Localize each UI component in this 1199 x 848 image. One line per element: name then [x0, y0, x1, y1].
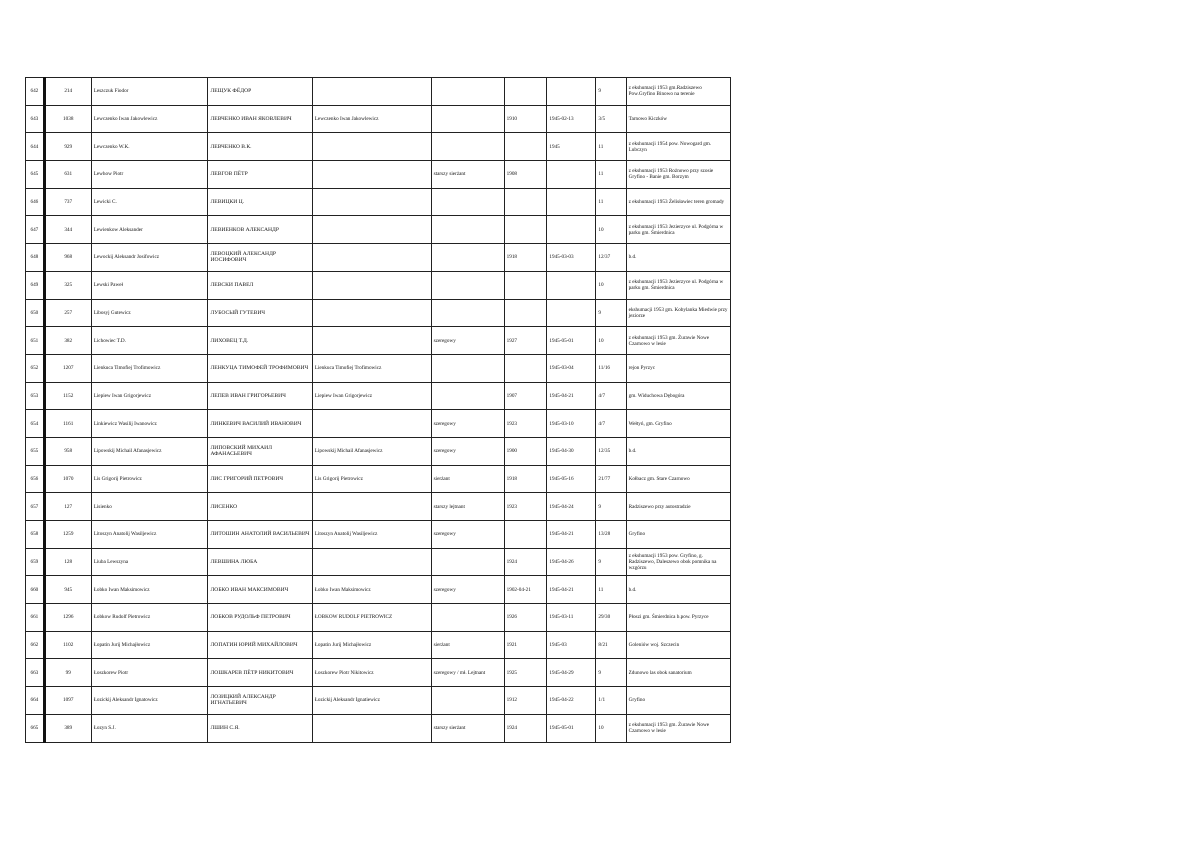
row-number-cell: 661 — [26, 604, 45, 632]
name-russian-cell: ЛЕВЧЕНКО В.К. — [208, 133, 312, 161]
burial-place-cell: z ekshumacji 1953 gm. Żurawie Nowe Czarnowo w lesie — [626, 714, 730, 742]
birth-year-cell — [504, 188, 547, 216]
name-polish-cell: Libosyj Gutewicz — [91, 299, 208, 327]
death-date-cell: 1945-04-29 — [547, 659, 596, 687]
birth-year-cell: 1900 — [504, 437, 547, 465]
name-russian-cell: ЛИПОВСКИЙ МИХАИЛ АФАНАСЬЕВИЧ — [208, 437, 312, 465]
record-id-cell: 929 — [44, 133, 91, 161]
birth-year-cell: 1908 — [504, 161, 547, 189]
table-row — [26, 548, 731, 576]
death-date-cell — [547, 78, 596, 106]
death-date-cell: 1945-05-01 — [547, 327, 596, 355]
name-alternate-cell — [312, 133, 431, 161]
table-row — [26, 327, 731, 355]
name-polish-cell: Lewicki C. — [91, 188, 208, 216]
name-alternate-cell — [312, 548, 431, 576]
row-number-cell: 652 — [26, 354, 45, 382]
birth-year-cell — [504, 354, 547, 382]
rank-cell — [431, 354, 504, 382]
death-date-cell: 1945-03 — [547, 631, 596, 659]
grave-quarter-cell: 3/5 — [596, 105, 626, 133]
row-number-cell: 653 — [26, 382, 45, 410]
name-russian-cell: ЛЕВОЦКИЙ АЛЕКСАНДР ИОСИФОВИЧ — [208, 244, 312, 272]
name-polish-cell: Lisienko — [91, 493, 208, 521]
grave-quarter-cell: 10 — [596, 216, 626, 244]
rank-cell — [431, 216, 504, 244]
record-id-cell: 1097 — [44, 687, 91, 715]
name-russian-cell: ЛУБОСЫЙ ГУТЕВИЧ — [208, 299, 312, 327]
record-id-cell: 127 — [44, 493, 91, 521]
record-id-cell: 968 — [44, 244, 91, 272]
rank-cell — [431, 271, 504, 299]
name-polish-cell: Lichowiec T.D. — [91, 327, 208, 355]
rank-cell: starszy lejtnant — [431, 493, 504, 521]
table-row — [26, 687, 731, 715]
name-polish-cell: Lewski Paweł — [91, 271, 208, 299]
row-number-cell: 643 — [26, 105, 45, 133]
row-number-cell: 650 — [26, 299, 45, 327]
rank-cell: szeregowy — [431, 437, 504, 465]
record-id-cell: 1152 — [44, 382, 91, 410]
grave-registry-sheet — [25, 77, 731, 743]
death-date-cell — [547, 161, 596, 189]
table-row — [26, 465, 731, 493]
record-id-cell: 128 — [44, 548, 91, 576]
burial-place-cell: Goleniów woj. Szczecin — [626, 631, 730, 659]
name-russian-cell: ЛИС ГРИГОРИЙ ПЕТРОВИЧ — [208, 465, 312, 493]
name-russian-cell: ЛШИН С.Я. — [208, 714, 312, 742]
name-polish-cell: Łopatin Jurij Michajłowicz — [91, 631, 208, 659]
grave-quarter-cell: 9 — [596, 493, 626, 521]
burial-place-cell: Tarnowo Kiczków — [626, 105, 730, 133]
birth-year-cell: 1918 — [504, 244, 547, 272]
grave-quarter-cell: 9 — [596, 299, 626, 327]
name-russian-cell: ЛИТОШИН АНАТОЛИЙ ВАСИЛЬЕВИЧ — [208, 521, 312, 549]
name-polish-cell: Łoszkorew Piotr — [91, 659, 208, 687]
name-russian-cell: ЛЕВИЕНКОВ АЛЕКСАНДР — [208, 216, 312, 244]
table-row — [26, 105, 731, 133]
name-alternate-cell: ŁOBKOW RUDOLF PIETROWICZ — [312, 604, 431, 632]
name-polish-cell: Lienkuca Timofiej Trofimowicz — [91, 354, 208, 382]
burial-place-cell: rejon Pyrzyc — [626, 354, 730, 382]
death-date-cell: 1945-03-11 — [547, 604, 596, 632]
name-polish-cell: Łobkow Rudolf Pietrowicz — [91, 604, 208, 632]
table-row — [26, 133, 731, 161]
record-id-cell: 257 — [44, 299, 91, 327]
table-row — [26, 354, 731, 382]
grave-quarter-cell: 11 — [596, 576, 626, 604]
name-alternate-cell — [312, 493, 431, 521]
name-polish-cell: Liuba Lewszyna — [91, 548, 208, 576]
table-row — [26, 161, 731, 189]
grave-quarter-cell: 9 — [596, 659, 626, 687]
name-alternate-cell — [312, 327, 431, 355]
death-date-cell: 1945-03-04 — [547, 354, 596, 382]
grave-quarter-cell: 9 — [596, 548, 626, 576]
birth-year-cell: 1912 — [504, 687, 547, 715]
record-id-cell: 1038 — [44, 105, 91, 133]
rank-cell — [431, 78, 504, 106]
table-row — [26, 714, 731, 742]
grave-quarter-cell: 9 — [596, 78, 626, 106]
rank-cell — [431, 299, 504, 327]
burial-place-cell: Kołbacz gm. Stare Czarnowo — [626, 465, 730, 493]
record-id-cell: 1070 — [44, 465, 91, 493]
grave-quarter-cell: 4/7 — [596, 410, 626, 438]
grave-quarter-cell: 11 — [596, 161, 626, 189]
row-number-cell: 646 — [26, 188, 45, 216]
row-number-cell: 642 — [26, 78, 45, 106]
death-date-cell: 1945-04-22 — [547, 687, 596, 715]
death-date-cell: 1945-05-16 — [547, 465, 596, 493]
name-russian-cell: ЛЕВСКИ ПАВЕЛ — [208, 271, 312, 299]
row-number-cell: 645 — [26, 161, 45, 189]
rank-cell — [431, 382, 504, 410]
table-row — [26, 271, 731, 299]
name-polish-cell: Linkiewicz Wasilij Iwanowicz — [91, 410, 208, 438]
rank-cell: sierżant — [431, 465, 504, 493]
name-alternate-cell: Łobko Iwan Maksimowicz — [312, 576, 431, 604]
death-date-cell: 1945-02-13 — [547, 105, 596, 133]
table-row — [26, 244, 731, 272]
birth-year-cell — [504, 521, 547, 549]
name-alternate-cell: Lis Grigorij Pietrowicz — [312, 465, 431, 493]
burial-place-cell: Zdunowo las obok sanatorium — [626, 659, 730, 687]
record-id-cell: 344 — [44, 216, 91, 244]
burial-place-cell: b.d. — [626, 244, 730, 272]
rank-cell — [431, 548, 504, 576]
table-row — [26, 299, 731, 327]
name-alternate-cell — [312, 271, 431, 299]
row-number-cell: 647 — [26, 216, 45, 244]
grave-quarter-cell: 21/77 — [596, 465, 626, 493]
row-number-cell: 656 — [26, 465, 45, 493]
name-russian-cell: ЛИНКЕВИЧ ВАСИЛИЙ ИВАНОВИЧ — [208, 410, 312, 438]
table-row — [26, 631, 731, 659]
record-id-cell: 382 — [44, 327, 91, 355]
record-id-cell: 1102 — [44, 631, 91, 659]
birth-year-cell — [504, 133, 547, 161]
rank-cell — [431, 687, 504, 715]
name-alternate-cell — [312, 299, 431, 327]
name-alternate-cell: Lienkuca Timofiej Trofimowicz — [312, 354, 431, 382]
row-number-cell: 649 — [26, 271, 45, 299]
name-alternate-cell: Lipowskij Michail Afanasjewicz — [312, 437, 431, 465]
burial-place-cell: gm. Widuchowa Dębogóra — [626, 382, 730, 410]
name-russian-cell: ЛИСЕНКО — [208, 493, 312, 521]
record-id-cell: 1207 — [44, 354, 91, 382]
rank-cell: starszy sierżant — [431, 714, 504, 742]
death-date-cell: 1945-04-26 — [547, 548, 596, 576]
table-row — [26, 493, 731, 521]
birth-year-cell: 1926 — [504, 604, 547, 632]
table-row — [26, 437, 731, 465]
name-alternate-cell — [312, 188, 431, 216]
grave-quarter-cell: 11/16 — [596, 354, 626, 382]
name-polish-cell: Lewhow Piotr — [91, 161, 208, 189]
name-alternate-cell — [312, 216, 431, 244]
name-russian-cell: ЛЕВЧЕНКО ИВАН ЯКОВЛЕВИЧ — [208, 105, 312, 133]
name-polish-cell: Lewczenko Iwan Jakowlewicz — [91, 105, 208, 133]
grave-quarter-cell: 10 — [596, 271, 626, 299]
name-alternate-cell — [312, 714, 431, 742]
row-number-cell: 657 — [26, 493, 45, 521]
rank-cell: szeregowy / mł. Lejtnant — [431, 659, 504, 687]
row-number-cell: 651 — [26, 327, 45, 355]
name-russian-cell: ЛЕВШИНА ЛЮБА — [208, 548, 312, 576]
record-id-cell: 945 — [44, 576, 91, 604]
grave-quarter-cell: 10 — [596, 714, 626, 742]
record-id-cell: 1259 — [44, 521, 91, 549]
name-alternate-cell — [312, 244, 431, 272]
burial-place-cell: Wełtyń, gm. Gryfino — [626, 410, 730, 438]
birth-year-cell: 1923 — [504, 493, 547, 521]
burial-place-cell: z ekshumacji 1953 pow. Gryfino, g. Radziszewo, Daleszewo obok pomnika na wzgórzu — [626, 548, 730, 576]
rank-cell — [431, 244, 504, 272]
birth-year-cell: 1918 — [504, 465, 547, 493]
burial-place-cell: Gryfino — [626, 687, 730, 715]
row-number-cell: 664 — [26, 687, 45, 715]
death-date-cell — [547, 271, 596, 299]
birth-year-cell: 1924 — [504, 548, 547, 576]
burial-place-cell: b.d. — [626, 437, 730, 465]
rank-cell: szeregowy — [431, 576, 504, 604]
death-date-cell: 1945-04-21 — [547, 521, 596, 549]
burial-place-cell: Radziszewo przy autostradzie — [626, 493, 730, 521]
row-number-cell: 663 — [26, 659, 45, 687]
death-date-cell: 1945-04-21 — [547, 576, 596, 604]
row-number-cell: 662 — [26, 631, 45, 659]
rank-cell — [431, 105, 504, 133]
grave-quarter-cell: 1/1 — [596, 687, 626, 715]
name-polish-cell: Leszczuk Fiodor — [91, 78, 208, 106]
birth-year-cell — [504, 78, 547, 106]
record-id-cell: 99 — [44, 659, 91, 687]
name-russian-cell: ЛЕЩУК ФЁДОР — [208, 78, 312, 106]
burial-place-cell: z ekshumacji 1954 pow. Nowogard gm. Lubczyn — [626, 133, 730, 161]
name-polish-cell: Litoszyn Anatolij Wasiljewicz — [91, 521, 208, 549]
name-alternate-cell: Lewczenko Iwan Jakowlewicz — [312, 105, 431, 133]
name-russian-cell: ЛЕНКУЦА ТИМОФЕЙ ТРОФИМОВИЧ — [208, 354, 312, 382]
death-date-cell — [547, 299, 596, 327]
table-row — [26, 659, 731, 687]
birth-year-cell: 1923 — [504, 410, 547, 438]
burial-place-cell: Gryfino — [626, 521, 730, 549]
death-date-cell: 1945-04-30 — [547, 437, 596, 465]
burial-place-cell: ekshumacji 1953 gm. Kobylanka Miedwie przy jeziorze — [626, 299, 730, 327]
burial-place-cell: z ekshumacji 1953 Żelisławiec teren gromady — [626, 188, 730, 216]
name-polish-cell: Lewockij Aleksandr Josifowicz — [91, 244, 208, 272]
death-date-cell: 1945-03-03 — [547, 244, 596, 272]
row-number-cell: 644 — [26, 133, 45, 161]
row-number-cell: 648 — [26, 244, 45, 272]
row-number-cell: 655 — [26, 437, 45, 465]
birth-year-cell: 1924 — [504, 714, 547, 742]
death-date-cell: 1945 — [547, 133, 596, 161]
birth-year-cell: 1910 — [504, 105, 547, 133]
birth-year-cell: 1902-04-21 — [504, 576, 547, 604]
birth-year-cell — [504, 271, 547, 299]
birth-year-cell — [504, 216, 547, 244]
death-date-cell — [547, 216, 596, 244]
registry-table — [25, 77, 731, 743]
burial-place-cell: z ekshumacji 1953 gm. Żurawie Nowe Czarnowo w lesie — [626, 327, 730, 355]
name-alternate-cell: Łoszkorew Piotr Nikitowicz — [312, 659, 431, 687]
row-number-cell: 665 — [26, 714, 45, 742]
record-id-cell: 958 — [44, 437, 91, 465]
table-row — [26, 188, 731, 216]
death-date-cell: 1945-04-21 — [547, 382, 596, 410]
table-row — [26, 410, 731, 438]
name-alternate-cell: Liepiew Iwan Grigorjewicz — [312, 382, 431, 410]
rank-cell — [431, 188, 504, 216]
name-polish-cell: Łobko Iwan Maksimowicz — [91, 576, 208, 604]
name-alternate-cell — [312, 161, 431, 189]
name-alternate-cell: Łozickij Aleksandr Ignatiewicz — [312, 687, 431, 715]
birth-year-cell — [504, 299, 547, 327]
rank-cell: szeregowy — [431, 521, 504, 549]
grave-quarter-cell: 29/30 — [596, 604, 626, 632]
grave-quarter-cell: 8/21 — [596, 631, 626, 659]
grave-quarter-cell: 13/28 — [596, 521, 626, 549]
name-alternate-cell: Łopatin Jurij Michajłowicz — [312, 631, 431, 659]
rank-cell — [431, 133, 504, 161]
rank-cell: szeregowy — [431, 327, 504, 355]
death-date-cell — [547, 188, 596, 216]
table-row — [26, 216, 731, 244]
death-date-cell: 1945-03-10 — [547, 410, 596, 438]
record-id-cell: 737 — [44, 188, 91, 216]
rank-cell — [431, 604, 504, 632]
burial-place-cell: z ekshumacji 1953 gm.Radziszewo Pow.Gryfino Binowo na terenie — [626, 78, 730, 106]
death-date-cell: 1945-05-01 — [547, 714, 596, 742]
registry-rows — [26, 78, 731, 743]
record-id-cell: 214 — [44, 78, 91, 106]
table-row — [26, 521, 731, 549]
name-polish-cell: Lis Grigorij Pietrowicz — [91, 465, 208, 493]
table-row — [26, 382, 731, 410]
birth-year-cell: 1927 — [504, 327, 547, 355]
name-russian-cell: ЛЕВГОВ ПЁТР — [208, 161, 312, 189]
record-id-cell: 325 — [44, 271, 91, 299]
table-row — [26, 576, 731, 604]
name-russian-cell: ЛЕПЕВ ИВАН ГРИГОРЬЕВИЧ — [208, 382, 312, 410]
grave-quarter-cell: 10 — [596, 327, 626, 355]
grave-quarter-cell: 12/37 — [596, 244, 626, 272]
burial-place-cell: Płoszi gm. Śmierdnica b.pow. Pyrzyce — [626, 604, 730, 632]
name-russian-cell: ЛОБКОВ РУДОЛЬФ ПЕТРОВИЧ — [208, 604, 312, 632]
name-russian-cell: ЛЕВИЦКИ Ц. — [208, 188, 312, 216]
name-polish-cell: Łozickij Aleksandr Ignatowicz — [91, 687, 208, 715]
grave-quarter-cell: 11 — [596, 133, 626, 161]
name-polish-cell: Lipowskij Michail Afanasjewicz — [91, 437, 208, 465]
record-id-cell: 1296 — [44, 604, 91, 632]
birth-year-cell: 1907 — [504, 382, 547, 410]
record-id-cell: 631 — [44, 161, 91, 189]
name-polish-cell: Łozyn S.J. — [91, 714, 208, 742]
birth-year-cell: 1921 — [504, 631, 547, 659]
name-russian-cell: ЛИХОВЕЦ Т.Д. — [208, 327, 312, 355]
rank-cell: sierżant — [431, 631, 504, 659]
grave-quarter-cell: 12/35 — [596, 437, 626, 465]
grave-quarter-cell: 4/7 — [596, 382, 626, 410]
burial-place-cell: z ekshumacji 1953 Jezierzyce ul. Podgórna w parku gm. Śmierdnica — [626, 271, 730, 299]
name-alternate-cell: Litoszyn Anatolij Wasiljewicz — [312, 521, 431, 549]
burial-place-cell: z ekshumacji 1953 Rożnowo przy szosie Gryfino - Banie gm. Borzym — [626, 161, 730, 189]
name-russian-cell: ЛОБКО ИВАН МАКСИМОВИЧ — [208, 576, 312, 604]
name-russian-cell: ЛОПАТИН ЮРИЙ МИХАЙЛОВИЧ — [208, 631, 312, 659]
row-number-cell: 660 — [26, 576, 45, 604]
row-number-cell: 658 — [26, 521, 45, 549]
name-polish-cell: Lewienkow Aleksander — [91, 216, 208, 244]
name-polish-cell: Lewczenko W.K. — [91, 133, 208, 161]
table-row — [26, 78, 731, 106]
row-number-cell: 659 — [26, 548, 45, 576]
row-number-cell: 654 — [26, 410, 45, 438]
rank-cell: starszy sierżant — [431, 161, 504, 189]
record-id-cell: 1161 — [44, 410, 91, 438]
grave-quarter-cell: 11 — [596, 188, 626, 216]
name-polish-cell: Liepiew Iwan Grigorjewicz — [91, 382, 208, 410]
name-alternate-cell — [312, 410, 431, 438]
record-id-cell: 389 — [44, 714, 91, 742]
table-row — [26, 604, 731, 632]
burial-place-cell: b.d. — [626, 576, 730, 604]
name-russian-cell: ЛОШКАРЕВ ПЁТР НИКИТОВИЧ — [208, 659, 312, 687]
death-date-cell: 1945-04-24 — [547, 493, 596, 521]
name-alternate-cell — [312, 78, 431, 106]
birth-year-cell: 1925 — [504, 659, 547, 687]
name-russian-cell: ЛОЗИЦКИЙ АЛЕКСАНДР ИГНАТЬЕВИЧ — [208, 687, 312, 715]
burial-place-cell: z ekshumacji 1953 Jezierzyce ul. Podgórna w parku gm. Śmierdnica — [626, 216, 730, 244]
rank-cell: szeregowy — [431, 410, 504, 438]
